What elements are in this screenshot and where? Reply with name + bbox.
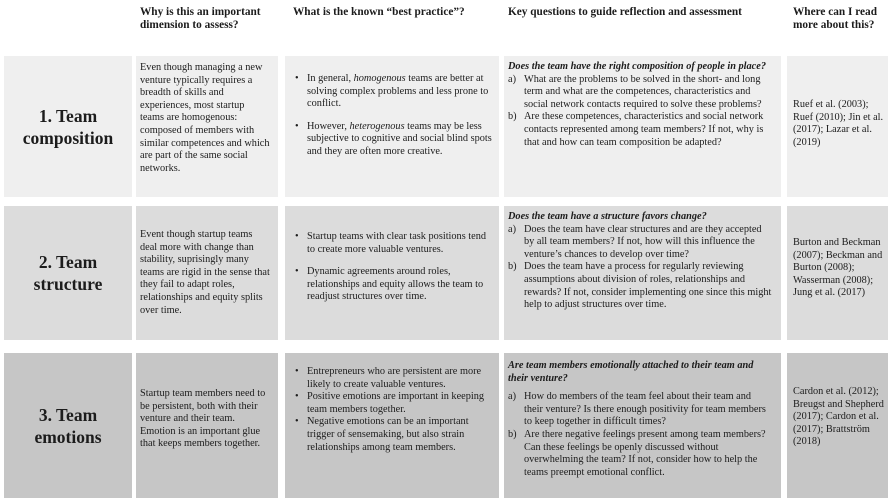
question-item: a) Does the team have clear structures and are they accepted by all team members? If not, how will this influence the venture’s chances to develop over time?	[508, 223, 762, 260]
best-practice-item: • However, heterogenous teams may be less subjective to cognitive and social blind spots and they are often more creative.	[307, 121, 493, 159]
best-practice-list	[293, 73, 493, 159]
key-questions	[508, 211, 772, 312]
header-why: Why is this an important dimension to assess?	[140, 6, 261, 31]
key-questions	[508, 360, 772, 479]
key-questions	[508, 61, 772, 149]
row-title-team-structure: 2. Team structure	[33, 252, 103, 294]
column-divider	[499, 56, 504, 498]
row-title-team-emotions: 3. Team emotions	[34, 404, 102, 447]
header-read-more: Where can I read more about this?	[793, 6, 877, 31]
best-practice-item: • Startup teams with clear task positions tend to create more valuable ventures.	[307, 231, 493, 256]
why-text: Even though managing a new venture typically requires a breadth of skills and experiences, most startup teams are homogenous: composed of members with similar competences and which are part of the same social networks.	[140, 62, 270, 174]
row-title-team-composition: 1. Team composition	[22, 105, 114, 148]
header-key-questions: Key questions to guide reflection and assessment	[508, 6, 742, 18]
references: Cardon et al. (2012); Breugst and Shepherd (2017); Cardon et al. (2017); Brattström (2018)	[793, 386, 884, 448]
best-practice-item: • Dynamic agreements around roles, relationships and equity allows the team to readjust structures over time.	[307, 266, 493, 304]
question-item: b) Are there negative feelings present among team members? Can these feelings be openly discussed without overwhelming the team? If not, consider how to help the teams preempt emotional conflict.	[508, 428, 766, 478]
header-best-practice: What is the known “best practice”?	[293, 6, 465, 18]
question-item: a) What are the problems to be solved in the short- and long term and what are the competences, characteristics and social network contacts required to solve these problems?	[508, 73, 762, 110]
column-divider	[781, 56, 787, 498]
best-practice-item: • Positive emotions are important in keeping team members together.	[307, 391, 493, 416]
guiding-question: Does the team have a structure favors change?	[508, 211, 707, 222]
best-practice-list	[293, 366, 493, 454]
guiding-question: Are team members emotionally attached to their team and their venture?	[508, 360, 754, 384]
guiding-question: Does the team have the right composition of people in place?	[508, 61, 766, 72]
best-practice-item: • Entrepreneurs who are persistent are more likely to create valuable ventures.	[307, 366, 493, 391]
best-practice-item: • In general, homogenous teams are better at solving complex problems and less prone to conflict.	[307, 73, 493, 111]
references: Ruef et al. (2003); Ruef (2010); Jin et al. (2017); Lazar et al. (2019)	[793, 99, 884, 148]
references: Burton and Beckman (2007); Beckman and Burton (2008); Wasserman (2008); Jung et al. (2017)	[793, 237, 883, 299]
question-item: b) Does the team have a process for regularly reviewing assumptions about division of roles, relationships and rewards? If not, consider implementing one since this might help to adjust structures over time.	[508, 261, 772, 311]
question-item: a) How do members of the team feel about their team and their venture? Is there enough positivity for team members to keep together in difficult times?	[508, 391, 766, 428]
column-divider	[132, 56, 136, 498]
best-practice-list	[293, 231, 493, 304]
question-item: b) Are these competences, characteristics and social network contacts represented among team members? If not, why is that and how can team composition be adapted?	[508, 111, 764, 148]
column-divider	[278, 56, 285, 498]
why-text: Startup team members need to be persistent, both with their venture and their team. Emotion is an important glue that keeps members together.	[140, 388, 266, 450]
best-practice-item: • Negative emotions can be an important trigger of sensemaking, but also strain relationships among team members.	[307, 416, 493, 454]
why-text: Event though startup teams deal more with change than stability, suprisingly many teams are rigid in the sense that they fail to adapt roles, relationships and equity splits over time.	[140, 229, 270, 316]
